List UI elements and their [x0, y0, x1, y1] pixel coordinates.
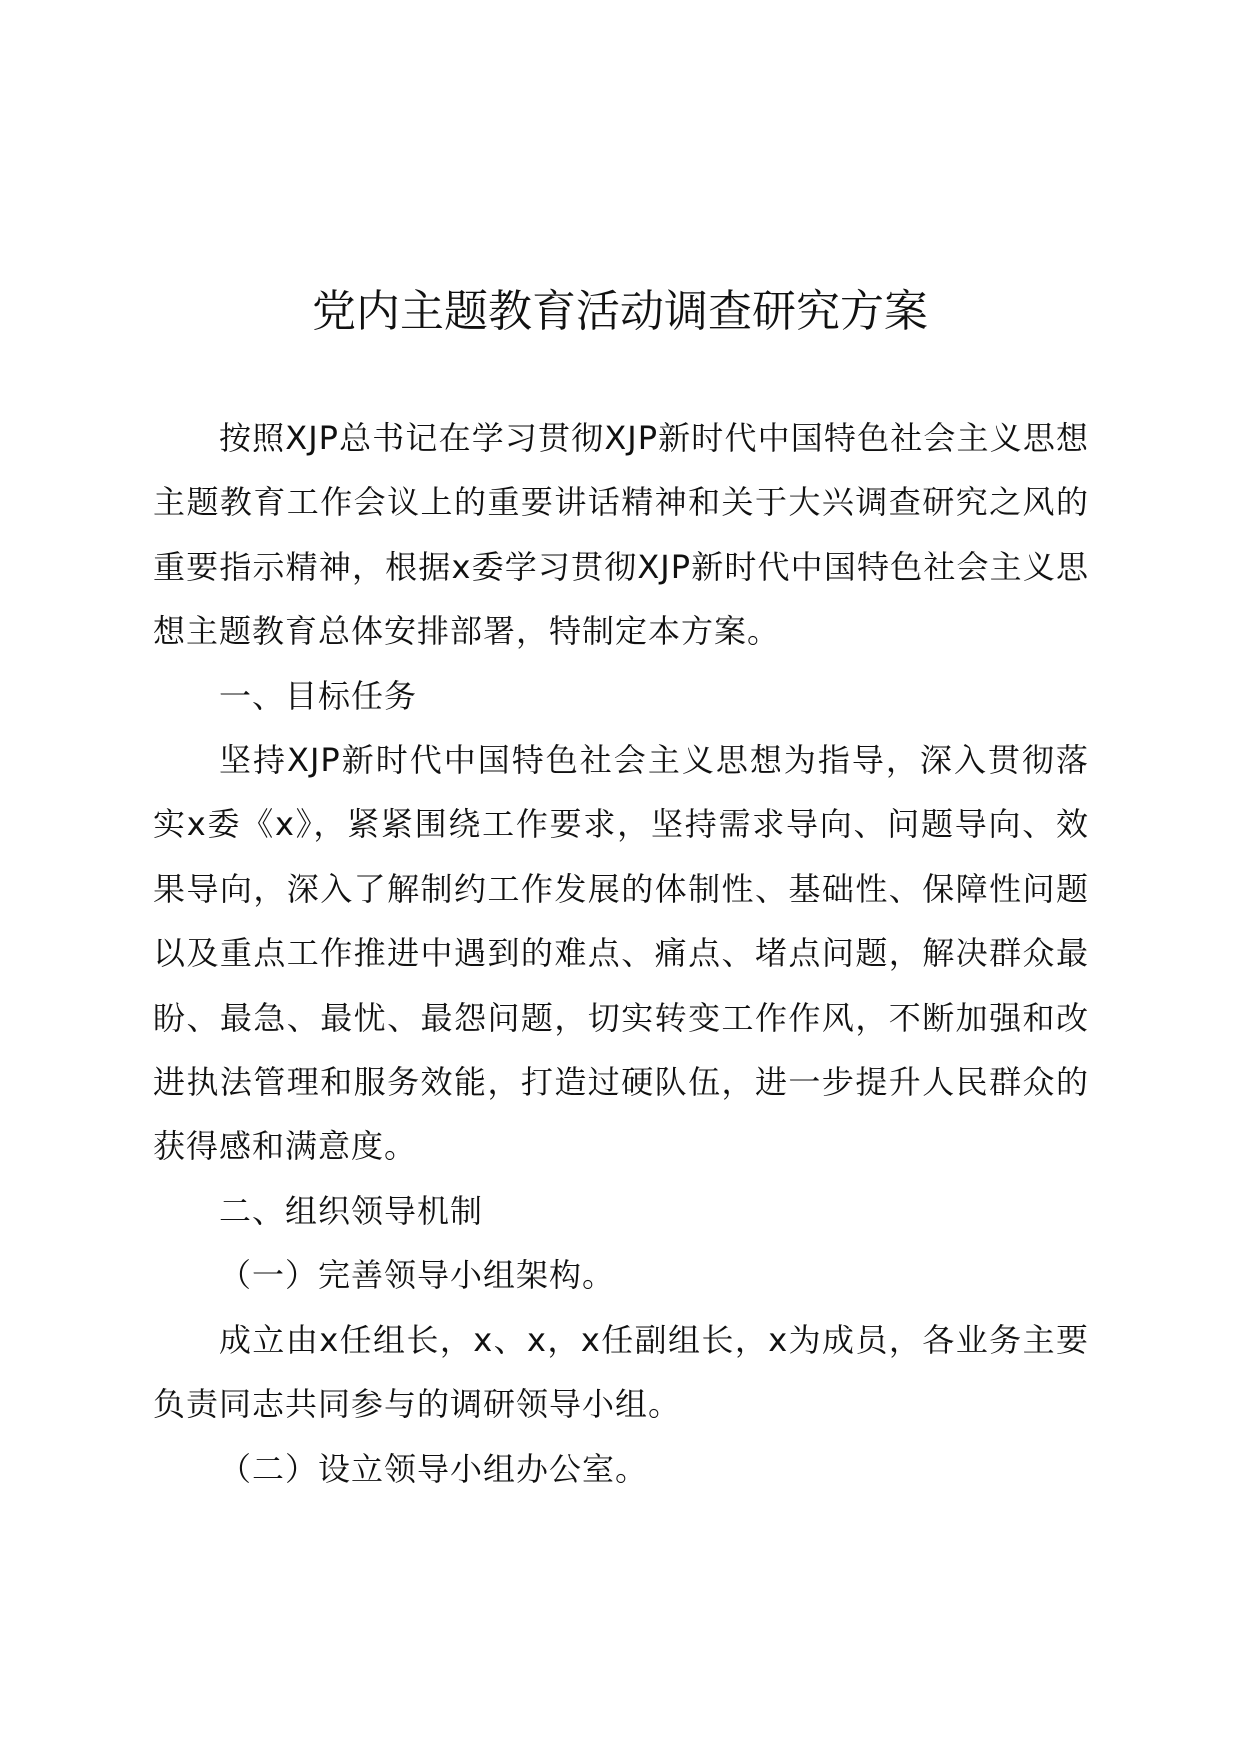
section-heading-organization: 二、组织领导机制: [219, 1191, 484, 1230]
intro-paragraph: 按照XJP总书记在学习贯彻XJP新时代中国特色社会主义思想主题教育工作会议上的重要讲话精神和关于大兴调查研究之风的重要指示精神，根据x委学习贯彻XJP新时代中国特色社会主义思想主题教育总体安排部署，特制定本方案。: [153, 419, 1089, 651]
document-body: [153, 406, 1089, 1501]
subsection-heading-leadership-group: （一）完善领导小组架构。: [219, 1256, 616, 1295]
goals-paragraph: 坚持XJP新时代中国特色社会主义思想为指导，深入贯彻落实x委《x》，紧紧围绕工作要求，坚持需求导向、问题导向、效果导向，深入了解制约工作发展的体制性、基础性、保障性问题以及重点工作推进中遇到的难点、痛点、堵点问题，解决群众最盼、最急、最忧、最怨问题，切实转变工作作风，不断加强和改进执法管理和服务效能，打造过硬队伍，进一步提升人民群众的获得感和满意度。: [153, 741, 1089, 1166]
subsection-heading-office: （二）设立领导小组办公室。: [219, 1449, 649, 1488]
leadership-group-paragraph: 成立由x任组长，x、x，x任副组长，x为成员，各业务主要负责同志共同参与的调研领导小组。: [153, 1320, 1089, 1424]
document-title: 党内主题教育活动调查研究方案: [312, 286, 928, 337]
section-heading-goals: 一、目标任务: [219, 676, 418, 715]
